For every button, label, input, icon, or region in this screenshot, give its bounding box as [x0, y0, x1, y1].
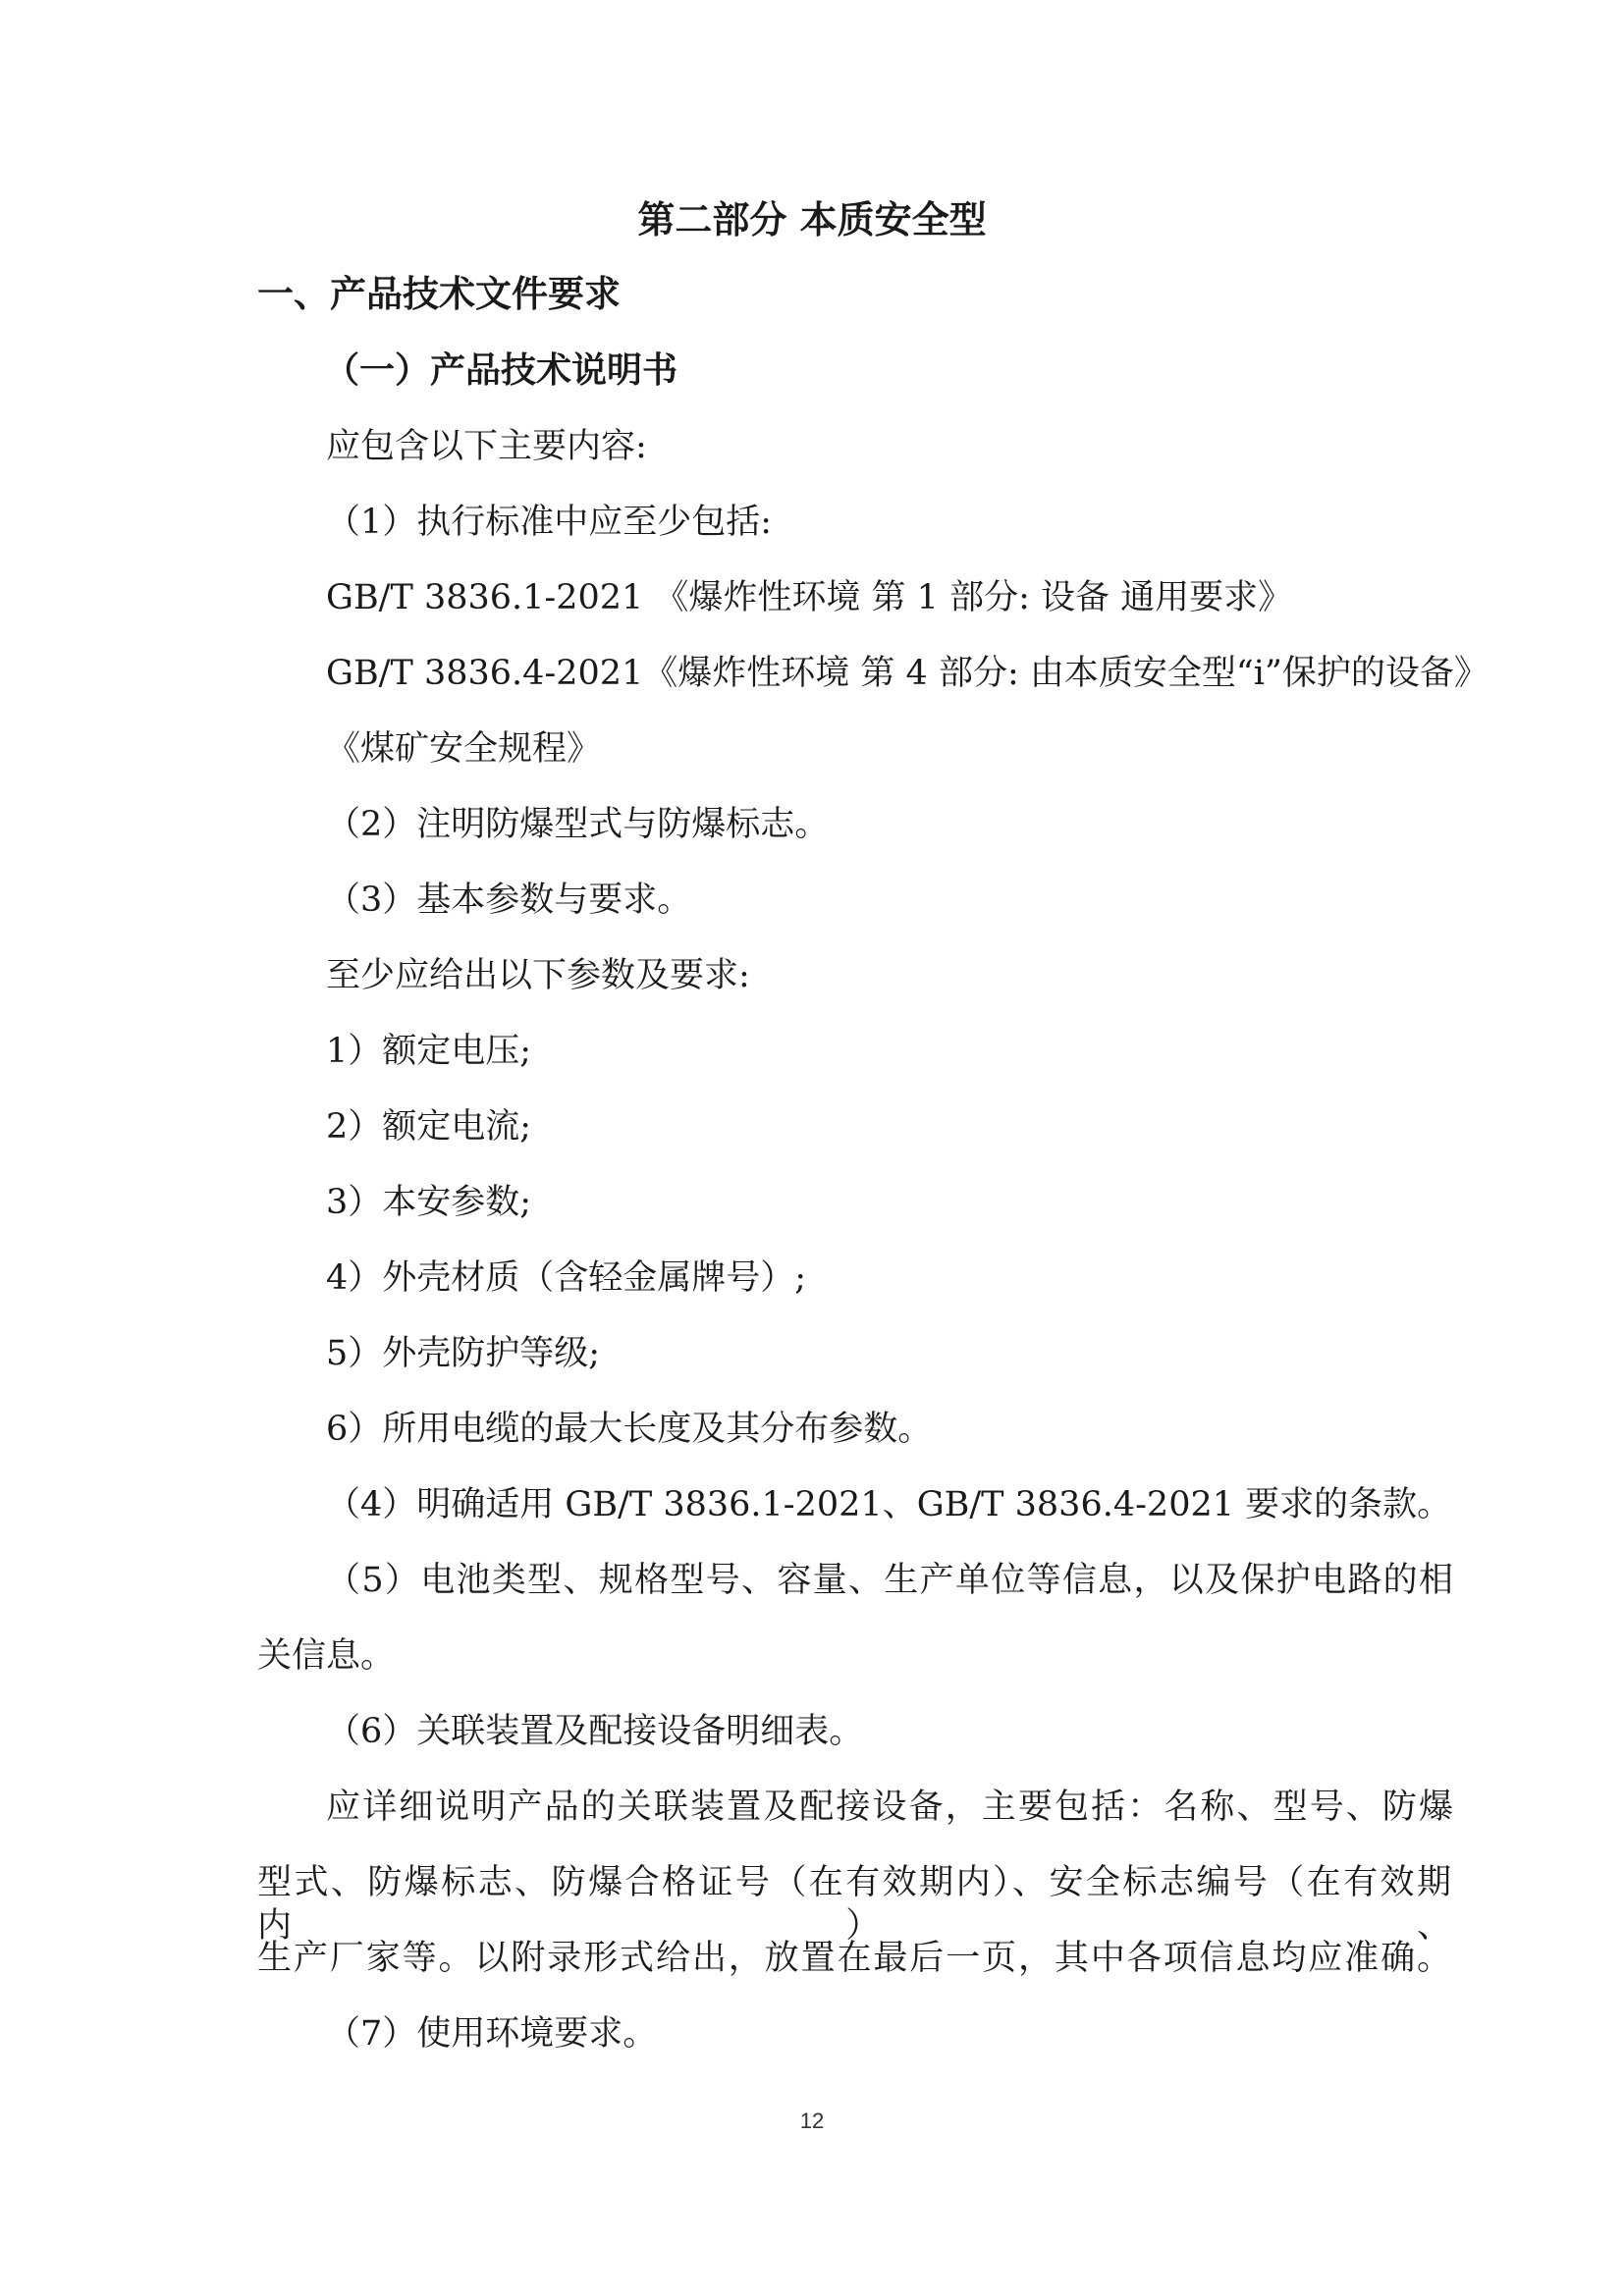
item-6-line: 应详细说明产品的关联装置及配接设备，主要包括：名称、型号、防爆	[326, 1788, 1453, 1827]
param-item: 4）外壳材质（含轻金属牌号）;	[326, 1258, 807, 1298]
param-item: 1）额定电压;	[326, 1032, 532, 1071]
item-2: （2）注明防爆型式与防爆标志。	[326, 805, 830, 844]
subsection-heading: （一）产品技术说明书	[324, 350, 678, 391]
param-item: 3）本安参数;	[326, 1183, 532, 1222]
params-intro: 至少应给出以下参数及要求:	[326, 956, 750, 995]
item-6-line: 生产厂家等。以附录形式给出，放置在最后一页，其中各项信息均应准确。	[257, 1939, 1451, 1978]
item-1-label: （1）执行标准中应至少包括:	[326, 503, 773, 542]
item-7: （7）使用环境要求。	[326, 2014, 658, 2054]
item-5-line: （5）电池类型、规格型号、容量、生产单位等信息，以及保护电路的相	[326, 1561, 1453, 1600]
item-6-line: 型式、防爆标志、防爆合格证号（在有效期内）、安全标志编号（在有效期内）、	[257, 1863, 1451, 1946]
page-number: 12	[799, 2109, 825, 2133]
standard-line: GB/T 3836.4-2021《爆炸性环境 第 4 部分: 由本质安全型“i”保护的设备》	[326, 654, 1489, 693]
standard-line: GB/T 3836.1-2021 《爆炸性环境 第 1 部分: 设备 通用要求》	[326, 578, 1293, 617]
item-5-line: 关信息。	[257, 1636, 396, 1676]
param-item: 6）所用电缆的最大长度及其分布参数。	[326, 1410, 933, 1449]
section-heading: 一、产品技术文件要求	[257, 273, 621, 315]
part-title: 第二部分 本质安全型	[637, 198, 987, 241]
item-4: （4）明确适用 GB/T 3836.1-2021、GB/T 3836.4-2021 要求的条款。	[326, 1485, 1452, 1524]
param-item: 5）外壳防护等级;	[326, 1334, 601, 1373]
param-item: 2）额定电流;	[326, 1107, 532, 1147]
standard-line: 《煤矿安全规程》	[326, 729, 602, 769]
intro-paragraph: 应包含以下主要内容:	[326, 427, 647, 466]
item-3-label: （3）基本参数与要求。	[326, 881, 692, 920]
item-6-label: （6）关联装置及配接设备明细表。	[326, 1712, 864, 1751]
